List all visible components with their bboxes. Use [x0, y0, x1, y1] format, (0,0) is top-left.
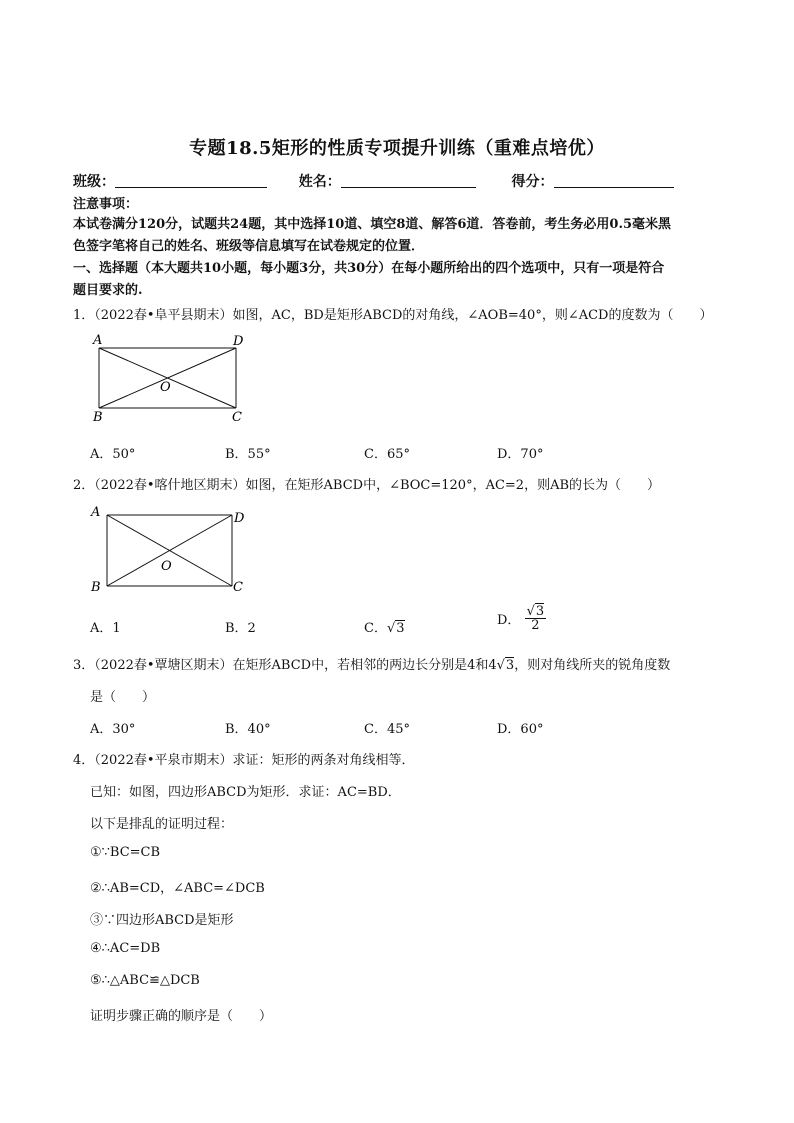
notice-heading: 注意事项：	[73, 197, 139, 212]
question-4-given: 已知：如图，四边形ABCD为矩形．求证：AC=BD．	[90, 785, 401, 800]
question-3-stem-line-2: 是（ ）	[90, 690, 156, 705]
q3-stem-part-2: ，则对角线所夹的锐角度数	[514, 658, 671, 673]
q2-option-c[interactable]	[364, 617, 405, 636]
question-1-figure	[88, 332, 258, 424]
q2-option-d-fraction	[525, 605, 547, 632]
label-b: B	[91, 580, 101, 595]
notice-line-1: 本试卷满分120分，试题共24题，其中选择10道、填空8道、解答6道．答卷前，考生务必用0.5毫米黑	[73, 217, 672, 232]
class-blank[interactable]	[115, 173, 267, 188]
q2-option-d-numerator: 3	[535, 604, 545, 619]
name-blank[interactable]	[341, 173, 476, 188]
q3-stem-part-1: 3．（2022春•覃塘区期末）在矩形ABCD中，若相邻的两边长分别是4和4	[73, 658, 497, 673]
score-blank[interactable]	[554, 173, 674, 188]
q2-option-d-label: D．	[497, 613, 521, 628]
proof-step-5: ⑤∴△ABC≌△DCB	[90, 973, 200, 988]
label-b: B	[93, 410, 103, 424]
label-d: D	[234, 511, 245, 526]
page-title: 专题18.5矩形的性质专项提升训练（重难点培优）	[189, 138, 605, 159]
class-label: 班级：	[73, 174, 115, 190]
score-label: 得分：	[511, 174, 554, 190]
q3-option-c[interactable]: C．45°	[364, 722, 410, 737]
label-c: C	[232, 410, 242, 424]
question-1-stem: 1．（2022春•阜平县期末）如图，AC，BD是矩形ABCD的对角线，∠AOB=40°，则∠ACD的度数为（ ）	[73, 308, 713, 323]
sqrt-sign: √	[496, 658, 505, 673]
name-label: 姓名：	[298, 174, 341, 190]
label-d: D	[233, 334, 244, 349]
q3-option-d[interactable]: D．60°	[497, 722, 544, 737]
section-heading-line-2: 题目要求的.	[73, 283, 143, 298]
q2-option-c-radicand: 3	[396, 621, 405, 636]
q2-option-b[interactable]: B．2	[225, 621, 256, 636]
proof-step-2: ②∴AB=CD，∠ABC=∠DCB	[90, 881, 265, 896]
question-4-ask: 证明步骤正确的顺序是（ ）	[90, 1009, 273, 1024]
proof-step-4: ④∴AC=DB	[90, 941, 161, 956]
q3-radicand: 3	[505, 658, 515, 673]
question-4-intro: 以下是排乱的证明过程：	[90, 817, 234, 832]
q2-option-d[interactable]	[497, 605, 546, 632]
sqrt-sign: √	[526, 604, 535, 619]
question-4-stem: 4．（2022春•平泉市期末）求证：矩形的两条对角线相等．	[73, 753, 415, 768]
q2-option-c-label: C．	[364, 621, 387, 636]
label-c: C	[233, 580, 243, 595]
notice-line-2: 色签字笔将自己的姓名、班级等信息填写在试卷规定的位置．	[73, 239, 425, 254]
q1-option-a[interactable]: A．50°	[90, 447, 136, 462]
proof-step-3: ③∵四边形ABCD是矩形	[90, 913, 234, 928]
q2-option-d-denominator: 2	[531, 618, 540, 633]
q1-option-b[interactable]: B．55°	[225, 447, 271, 462]
q2-option-a[interactable]: A．1	[90, 621, 121, 636]
label-a: A	[91, 505, 101, 520]
q1-option-c[interactable]: C．65°	[364, 447, 410, 462]
section-heading-line-1: 一、选择题（本大题共10小题，每小题3分，共30分）在每小题所给出的四个选项中，只有一项是符合	[73, 261, 665, 276]
student-info-row	[73, 171, 674, 191]
question-3-stem-line-1	[73, 654, 670, 673]
label-o: O	[160, 380, 171, 395]
question-2-figure	[88, 502, 258, 596]
question-2-stem: 2．（2022春•喀什地区期末）如图，在矩形ABCD中，∠BOC=120°，AC=2，则AB的长为（ ）	[73, 478, 661, 493]
q1-option-d[interactable]: D．70°	[497, 447, 544, 462]
proof-step-1: ①∵BC=CB	[90, 845, 161, 860]
q3-option-a[interactable]: A．30°	[90, 722, 136, 737]
sqrt-sign: √	[386, 621, 396, 636]
q3-option-b[interactable]: B．40°	[225, 722, 271, 737]
label-a: A	[93, 333, 103, 348]
label-o: O	[161, 559, 172, 574]
